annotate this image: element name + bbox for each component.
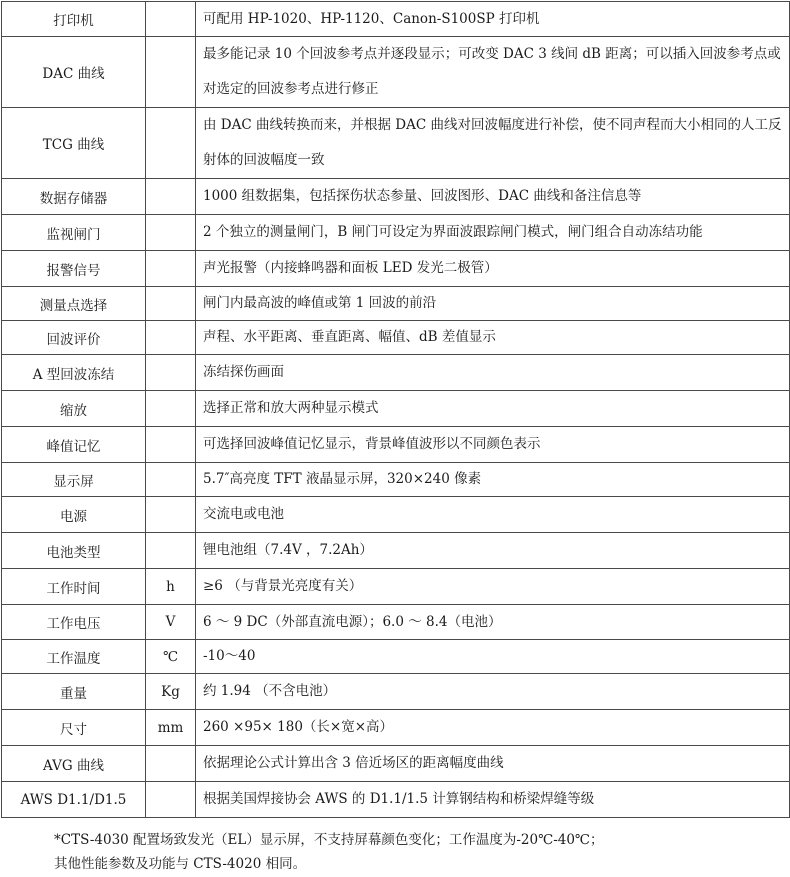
param-unit-cell: [146, 37, 196, 108]
param-value-cell: 可选择回波峰值记忆显示，背景峰值波形以不同颜色表示: [196, 427, 790, 463]
param-name-cell: TCG 曲线: [2, 108, 146, 179]
param-unit-cell: [146, 463, 196, 497]
param-unit-cell: [146, 287, 196, 321]
table-row: [2, 287, 790, 321]
param-unit-cell: [146, 251, 196, 287]
spec-table-body: [2, 2, 790, 818]
param-unit-cell: [146, 782, 196, 818]
param-name-cell: 报警信号: [2, 251, 146, 287]
param-value-cell: 根据美国焊接协会 AWS 的 D1.1/1.5 计算钢结构和桥梁焊缝等级: [196, 782, 790, 818]
param-unit-cell: mm: [146, 710, 196, 746]
param-name-cell: 打印机: [2, 2, 146, 37]
param-unit-cell: [146, 427, 196, 463]
table-row: [2, 497, 790, 533]
param-value-cell: 选择正常和放大两种显示模式: [196, 391, 790, 427]
table-row: [2, 533, 790, 569]
param-unit-cell: [146, 108, 196, 179]
table-row: [2, 391, 790, 427]
param-name-cell: 数据存储器: [2, 179, 146, 215]
param-name-cell: 电源: [2, 497, 146, 533]
param-unit-cell: [146, 179, 196, 215]
param-value-cell: 声程、水平距离、垂直距离、幅值、dB 差值显示: [196, 321, 790, 355]
param-value-cell: 冻结探伤画面: [196, 355, 790, 391]
table-row: [2, 782, 790, 818]
table-row: [2, 108, 790, 179]
param-value-cell: ≥6 （与背景光亮度有关）: [196, 569, 790, 605]
param-unit-cell: [146, 355, 196, 391]
param-value-cell: 由 DAC 曲线转换而来，并根据 DAC 曲线对回波幅度进行补偿，使不同声程而大小相同的人工反射体的回波幅度一致: [196, 108, 790, 179]
param-name-cell: 工作温度: [2, 640, 146, 674]
param-value-cell: 最多能记录 10 个回波参考点并逐段显示；可改变 DAC 3 线间 dB 距离；可以插入回波参考点或对选定的回波参考点进行修正: [196, 37, 790, 108]
param-unit-cell: ℃: [146, 640, 196, 674]
param-unit-cell: [146, 746, 196, 782]
param-unit-cell: h: [146, 569, 196, 605]
table-row: [2, 640, 790, 674]
param-name-cell: 回波评价: [2, 321, 146, 355]
param-name-cell: DAC 曲线: [2, 37, 146, 108]
param-value-cell: -10～40: [196, 640, 790, 674]
param-unit-cell: [146, 215, 196, 251]
param-value-cell: 锂电池组（7.4V ，7.2Ah）: [196, 533, 790, 569]
footnote: [54, 828, 784, 876]
param-value-cell: 依据理论公式计算出含 3 倍近场区的距离幅度曲线: [196, 746, 790, 782]
table-row: [2, 321, 790, 355]
table-row: [2, 215, 790, 251]
param-value-cell: 可配用 HP-1020、HP-1120、Canon-S100SP 打印机: [196, 2, 790, 37]
param-value-cell: 6 ～ 9 DC（外部直流电源）；6.0 ～ 8.4（电池）: [196, 605, 790, 640]
param-unit-cell: [146, 2, 196, 37]
param-name-cell: A 型回波冻结: [2, 355, 146, 391]
param-value-cell: 5.7″高亮度 TFT 液晶显示屏，320×240 像素: [196, 463, 790, 497]
table-row: [2, 674, 790, 710]
param-name-cell: 电池类型: [2, 533, 146, 569]
param-name-cell: 显示屏: [2, 463, 146, 497]
param-value-cell: 交流电或电池: [196, 497, 790, 533]
footnote-line-2: 其他性能参数及功能与 CTS-4020 相同。: [54, 856, 307, 872]
param-value-cell: 闸门内最高波的峰值或第 1 回波的前沿: [196, 287, 790, 321]
table-row: [2, 569, 790, 605]
param-unit-cell: [146, 321, 196, 355]
param-value-cell: 260 ×95× 180（长×宽×高）: [196, 710, 790, 746]
param-unit-cell: [146, 391, 196, 427]
param-name-cell: AVG 曲线: [2, 746, 146, 782]
table-row: [2, 746, 790, 782]
spec-table: [1, 1, 790, 818]
param-unit-cell: Kg: [146, 674, 196, 710]
param-name-cell: 工作时间: [2, 569, 146, 605]
table-row: [2, 463, 790, 497]
table-row: [2, 37, 790, 108]
param-value-cell: 约 1.94 （不含电池）: [196, 674, 790, 710]
table-row: [2, 179, 790, 215]
table-row: [2, 2, 790, 37]
param-name-cell: 监视闸门: [2, 215, 146, 251]
table-row: [2, 355, 790, 391]
table-row: [2, 427, 790, 463]
table-row: [2, 605, 790, 640]
param-name-cell: AWS D1.1/D1.5: [2, 782, 146, 818]
param-unit-cell: [146, 497, 196, 533]
table-row: [2, 251, 790, 287]
param-name-cell: 缩放: [2, 391, 146, 427]
param-unit-cell: V: [146, 605, 196, 640]
param-name-cell: 尺寸: [2, 710, 146, 746]
param-name-cell: 工作电压: [2, 605, 146, 640]
param-value-cell: 1000 组数据集，包括探伤状态参量、回波图形、DAC 曲线和备注信息等: [196, 179, 790, 215]
param-name-cell: 峰值记忆: [2, 427, 146, 463]
param-name-cell: 重量: [2, 674, 146, 710]
param-name-cell: 测量点选择: [2, 287, 146, 321]
param-value-cell: 声光报警（内接蜂鸣器和面板 LED 发光二极管）: [196, 251, 790, 287]
table-row: [2, 710, 790, 746]
param-value-cell: 2 个独立的测量闸门，B 闸门可设定为界面波跟踪闸门模式，闸门组合自动冻结功能: [196, 215, 790, 251]
param-unit-cell: [146, 533, 196, 569]
footnote-line-1: *CTS-4030 配置场致发光（EL）显示屏，不支持屏幕颜色变化；工作温度为-20℃-40℃；: [54, 832, 604, 848]
